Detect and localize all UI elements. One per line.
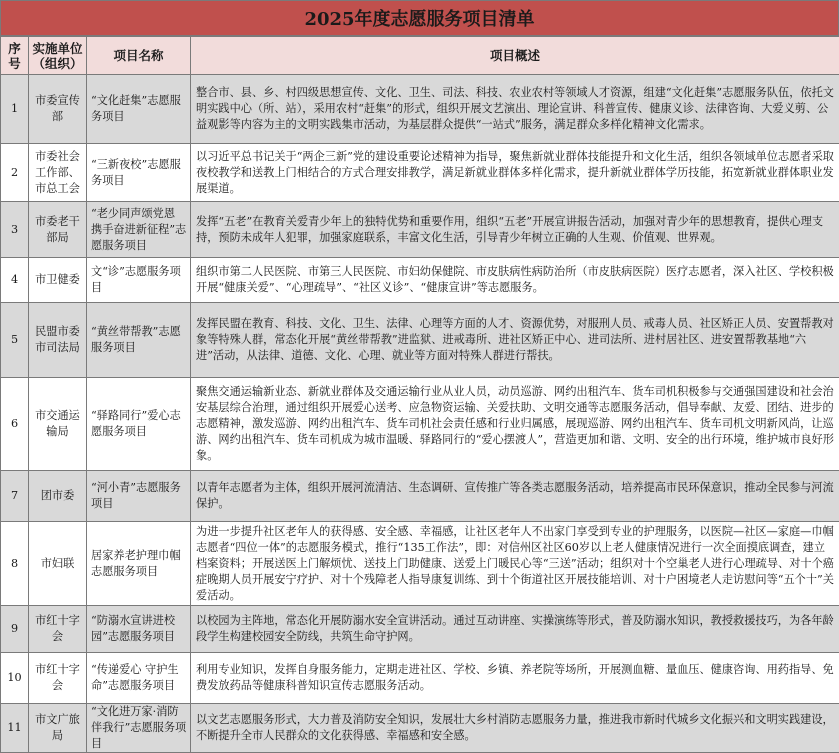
row-no: 7 bbox=[1, 471, 29, 522]
table-row bbox=[1, 653, 839, 704]
table-row bbox=[1, 75, 839, 144]
row-no: 5 bbox=[1, 303, 29, 378]
row-unit: 市委宣传部 bbox=[29, 75, 87, 144]
row-unit: 民盟市委市司法局 bbox=[29, 303, 87, 378]
row-unit: 市红十字会 bbox=[29, 606, 87, 653]
project-table bbox=[0, 36, 839, 753]
row-summary: 整合市、县、乡、村四级思想宣传、文化、卫生、司法、科技、农业农村等领域人才资源，组建“文化赶集”志愿服务队伍，依托文明实践中心（所、站），采用农村“赶集”的形式，组织开展文艺演出、理论宣讲、科普宣传、健康义诊、法律咨询、大爱义剪、公益观影等内容为主的文明实践集市活动，为基层群众提供“一站式”服务，满足群众多样化精神文化需求。 bbox=[191, 75, 839, 144]
row-no: 10 bbox=[1, 653, 29, 704]
row-unit: 市交通运输局 bbox=[29, 378, 87, 471]
row-no: 1 bbox=[1, 75, 29, 144]
row-project: “三新夜校”志愿服务项目 bbox=[87, 144, 191, 202]
row-summary: 为进一步提升社区老年人的获得感、安全感、幸福感，让社区老年人不出家门享受到专业的护理服务，以医院—社区—家庭—巾帼志愿者“四位一体”的志愿服务模式，推行“135工作法”，即：对信州区社区60岁以上老人健康情况进行一次全面摸底调查，建立档案资料；开展送医上门解烦忧、送技上门助健康、送爱上门暖民心等“三送”活动；组织对十个空巢老人进行心理疏导、对十个癌症晚期人员开展安宁疗护、对十个残障老人指导康复训练、到十个街道社区开展技能培训、对十户困境老人走访慰问等“五个十”关爱活动。 bbox=[191, 522, 839, 606]
row-no: 11 bbox=[1, 704, 29, 753]
row-project: “传递爱心 守护生命”志愿服务项目 bbox=[87, 653, 191, 704]
row-unit: 市卫健委 bbox=[29, 258, 87, 303]
row-unit: 市红十字会 bbox=[29, 653, 87, 704]
row-unit: 市委老干部局 bbox=[29, 202, 87, 258]
row-no: 4 bbox=[1, 258, 29, 303]
row-summary: 聚焦交通运输新业态、新就业群体及交通运输行业从业人员，动员巡游、网约出租汽车、货车司机积极参与交通强国建设和社会治安基层综合治理，通过组织开展爱心送考、应急物资运输、关爱扶助、文明交通等志愿服务活动，倡导奉献、友爱、团结、进步的志愿精神，激发巡游、网约出租汽车、货车司机社会责任感和行业归属感，展现巡游、网约出租汽车、货车司机文明新风尚，让巡游、网约出租汽车、货车司机成为城市温暖、驿路同行的“爱心摆渡人”，营造更加和谐、文明、安全的出行环境，维护城市良好形象。 bbox=[191, 378, 839, 471]
row-unit: 市委社会工作部、市总工会 bbox=[29, 144, 87, 202]
row-summary: 以校园为主阵地，常态化开展防溺水安全宣讲活动。通过互动讲座、实操演练等形式，普及防溺水知识，教授救援技巧，为各年龄段学生构建校园安全防线，共筑生命守护网。 bbox=[191, 606, 839, 653]
row-no: 6 bbox=[1, 378, 29, 471]
table-row bbox=[1, 144, 839, 202]
row-summary: 以习近平总书记关于“两企三新”党的建设重要论述精神为指导，聚焦新就业群体技能提升和文化生活，组织各领域单位志愿者采取夜校教学和送教上门相结合的方式合理安排教学，满足新就业群体多样化需求，提升新就业群体学历技能，拓宽新就业群体职业发展渠道。 bbox=[191, 144, 839, 202]
row-project: 文“诊”志愿服务项目 bbox=[87, 258, 191, 303]
header-summary: 项目概述 bbox=[191, 37, 839, 75]
row-project: “防溺水宣讲进校园”志愿服务项目 bbox=[87, 606, 191, 653]
row-no: 9 bbox=[1, 606, 29, 653]
row-summary: 发挥民盟在教育、科技、文化、卫生、法律、心理等方面的人才、资源优势，对服刑人员、戒毒人员、社区矫正人员、安置帮教对象等特殊人群，常态化开展“黄丝带帮教”进监狱、进戒毒所、进社区矫正中心、进司法所、进村居社区、进安置帮教基地“六进”活动，从法律、道德、文化、心理、就业等方面对特殊人群进行帮扶。 bbox=[191, 303, 839, 378]
table-row bbox=[1, 522, 839, 606]
row-project: “驿路同行”爱心志愿服务项目 bbox=[87, 378, 191, 471]
sheet-title: 2025年度志愿服务项目清单 bbox=[0, 0, 839, 36]
row-project: 居家养老护理巾帼志愿服务项目 bbox=[87, 522, 191, 606]
row-no: 2 bbox=[1, 144, 29, 202]
row-unit: 团市委 bbox=[29, 471, 87, 522]
row-unit: 市妇联 bbox=[29, 522, 87, 606]
table-row bbox=[1, 704, 839, 753]
row-no: 8 bbox=[1, 522, 29, 606]
table-row bbox=[1, 378, 839, 471]
header-row bbox=[1, 37, 839, 75]
table-row bbox=[1, 471, 839, 522]
table-row bbox=[1, 202, 839, 258]
header-project: 项目名称 bbox=[87, 37, 191, 75]
row-unit: 市文广旅局 bbox=[29, 704, 87, 753]
row-project: “黄丝带帮教”志愿服务项目 bbox=[87, 303, 191, 378]
table-row bbox=[1, 303, 839, 378]
table-row bbox=[1, 258, 839, 303]
row-summary: 以青年志愿者为主体，组织开展河流清洁、生态调研、宣传推广等各类志愿服务活动，培养提高市民环保意识，推动全民参与河流保护。 bbox=[191, 471, 839, 522]
row-project: “文化赶集”志愿服务项目 bbox=[87, 75, 191, 144]
row-project: “文化进万家·消防伴我行”志愿服务项目 bbox=[87, 704, 191, 753]
row-no: 3 bbox=[1, 202, 29, 258]
row-summary: 发挥“五老”在教育关爱青少年上的独特优势和重要作用，组织“五老”开展宣讲报告活动，加强对青少年的思想教育，提供心理支持，预防未成年人犯罪，加强家庭联系，丰富文化生活，引导青少年树立正确的人生观、价值观、世界观。 bbox=[191, 202, 839, 258]
row-project: “河小青”志愿服务项目 bbox=[87, 471, 191, 522]
table-row bbox=[1, 606, 839, 653]
header-unit: 实施单位（组织） bbox=[29, 37, 87, 75]
header-no: 序号 bbox=[1, 37, 29, 75]
row-summary: 以文艺志愿服务形式，大力普及消防安全知识，发展壮大乡村消防志愿服务力量，推进我市新时代城乡文化振兴和文明实践建设，不断提升全市人民群众的文化获得感、幸福感和安全感。 bbox=[191, 704, 839, 753]
row-summary: 组织市第二人民医院、市第三人民医院、市妇幼保健院、市皮肤病性病防治所（市皮肤病医院）医疗志愿者，深入社区、学校积极开展“健康关爱”、“心理疏导”、“社区义诊”、“健康宣讲”等志愿服务。 bbox=[191, 258, 839, 303]
row-summary: 利用专业知识，发挥自身服务能力，定期走进社区、学校、乡镇、养老院等场所，开展测血糖、量血压、健康咨询、用药指导、免费发放药品等健康科普知识宣传志愿服务活动。 bbox=[191, 653, 839, 704]
row-project: “老少同声颂党恩 携手奋进新征程”志愿服务项目 bbox=[87, 202, 191, 258]
